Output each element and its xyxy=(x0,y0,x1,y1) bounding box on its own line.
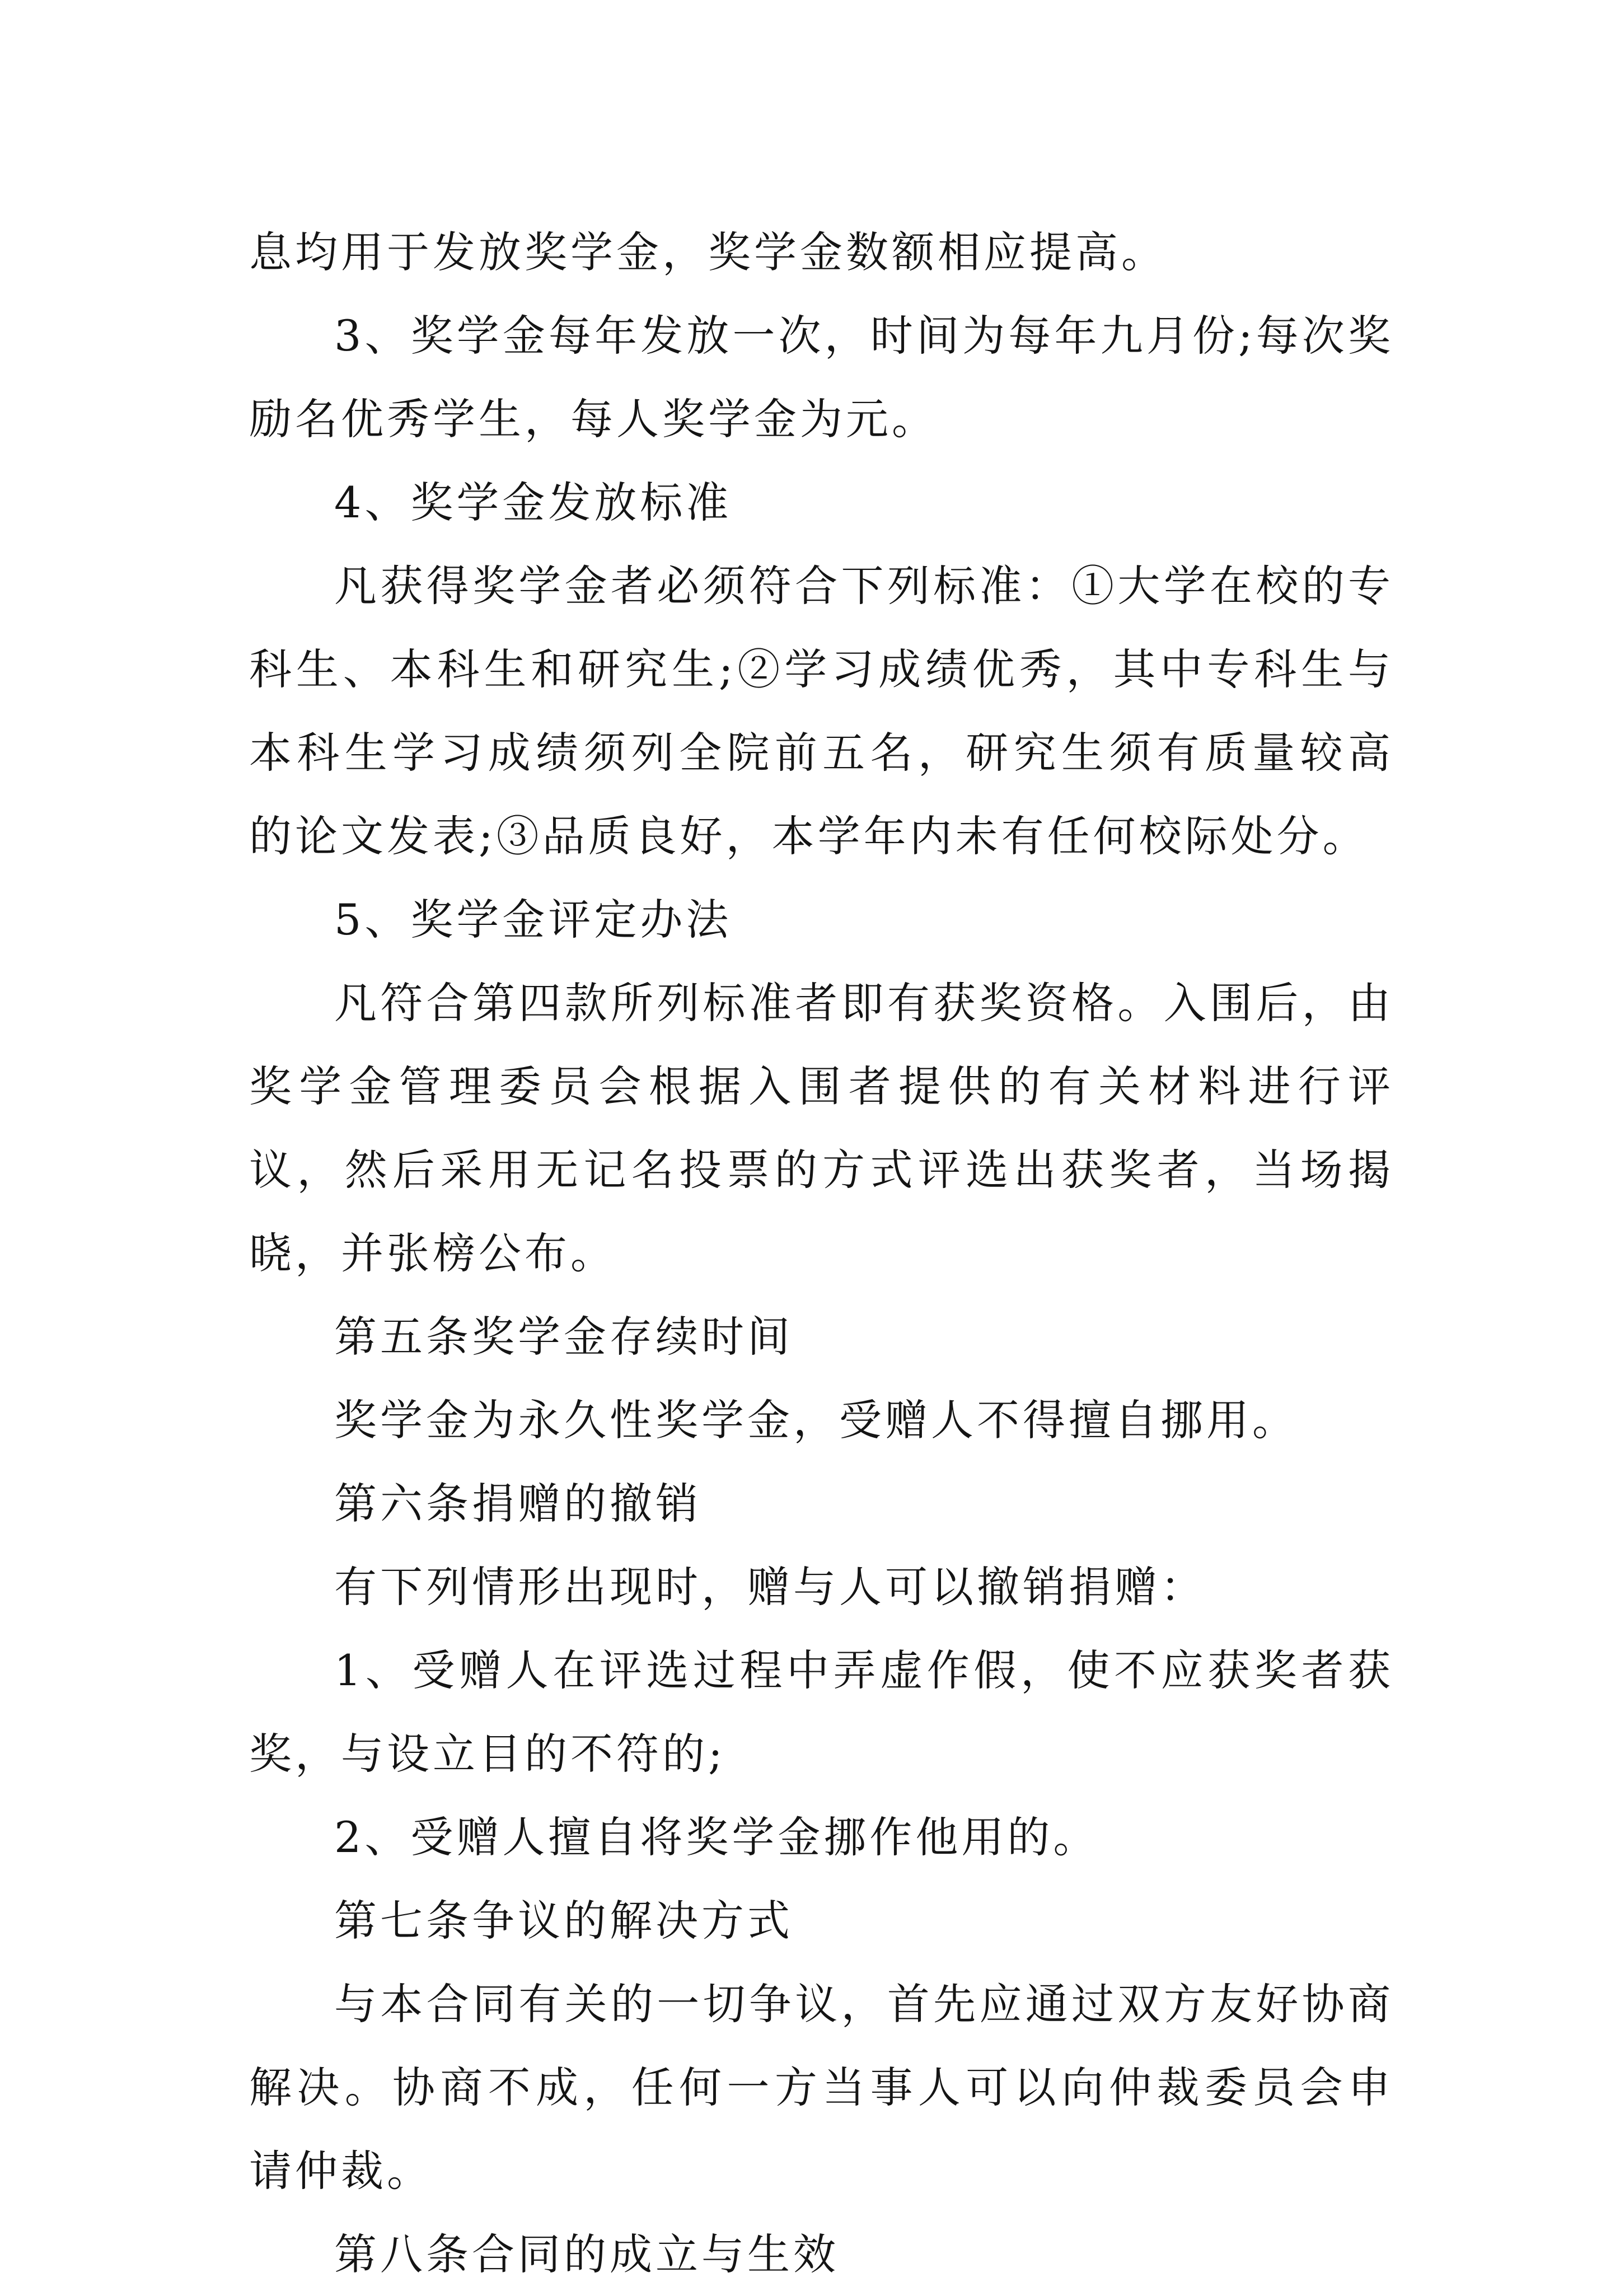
paragraph-revocation-2: 2、受赠人擅自将奖学金挪作他用的。 xyxy=(334,1812,1099,1862)
paragraph-dispute: 与本合同有关的一切争议，首先应通过双方友好协商解决。协商不成，任何一方当事人可以向仲裁委员会申请仲裁。 xyxy=(249,1979,1394,2196)
article-6-heading: 第六条捐赠的撤销 xyxy=(334,1479,701,1528)
paragraph-revocation-intro: 有下列情形出现时，赠与人可以撤销捐赠： xyxy=(334,1562,1206,1612)
paragraph-heading-item-5: 5、奖学金评定办法 xyxy=(334,895,732,944)
paragraph-duration: 奖学金为永久性奖学金，受赠人不得擅自挪用。 xyxy=(334,1395,1298,1445)
paragraph-standards: 凡获得奖学金者必须符合下列标准：①大学在校的专科生、本科生和研究生;②学习成绩优秀，其中专科生与本科生学习成绩须列全院前五名，研究生须有质量较高的论文发表;③品质良好，本学年内未有任何校际处分。 xyxy=(249,561,1394,861)
paragraph-heading-item-4: 4、奖学金发放标准 xyxy=(334,478,732,527)
paragraph-revocation-1: 1、受赠人在评选过程中弄虚作假，使不应获奖者获奖，与设立目的不符的; xyxy=(249,1645,1394,1779)
paragraph-evaluation: 凡符合第四款所列标准者即有获奖资格。入围后，由奖学金管理委员会根据入围者提供的有关材料进行评议，然后采用无记名投票的方式评选出获奖者，当场揭晓，并张榜公布。 xyxy=(249,978,1394,1278)
article-7-heading: 第七条争议的解决方式 xyxy=(334,1896,793,1946)
paragraph-continuation: 息均用于发放奖学金，奖学金数额相应提高。 xyxy=(249,227,1167,277)
article-8-heading: 第八条合同的成立与生效 xyxy=(334,2229,839,2279)
article-5-heading: 第五条奖学金存续时间 xyxy=(334,1312,793,1362)
document-body xyxy=(249,211,1394,2296)
paragraph-item-3: 3、奖学金每年发放一次，时间为每年九月份;每次奖励名优秀学生，每人奖学金为元。 xyxy=(249,311,1394,444)
